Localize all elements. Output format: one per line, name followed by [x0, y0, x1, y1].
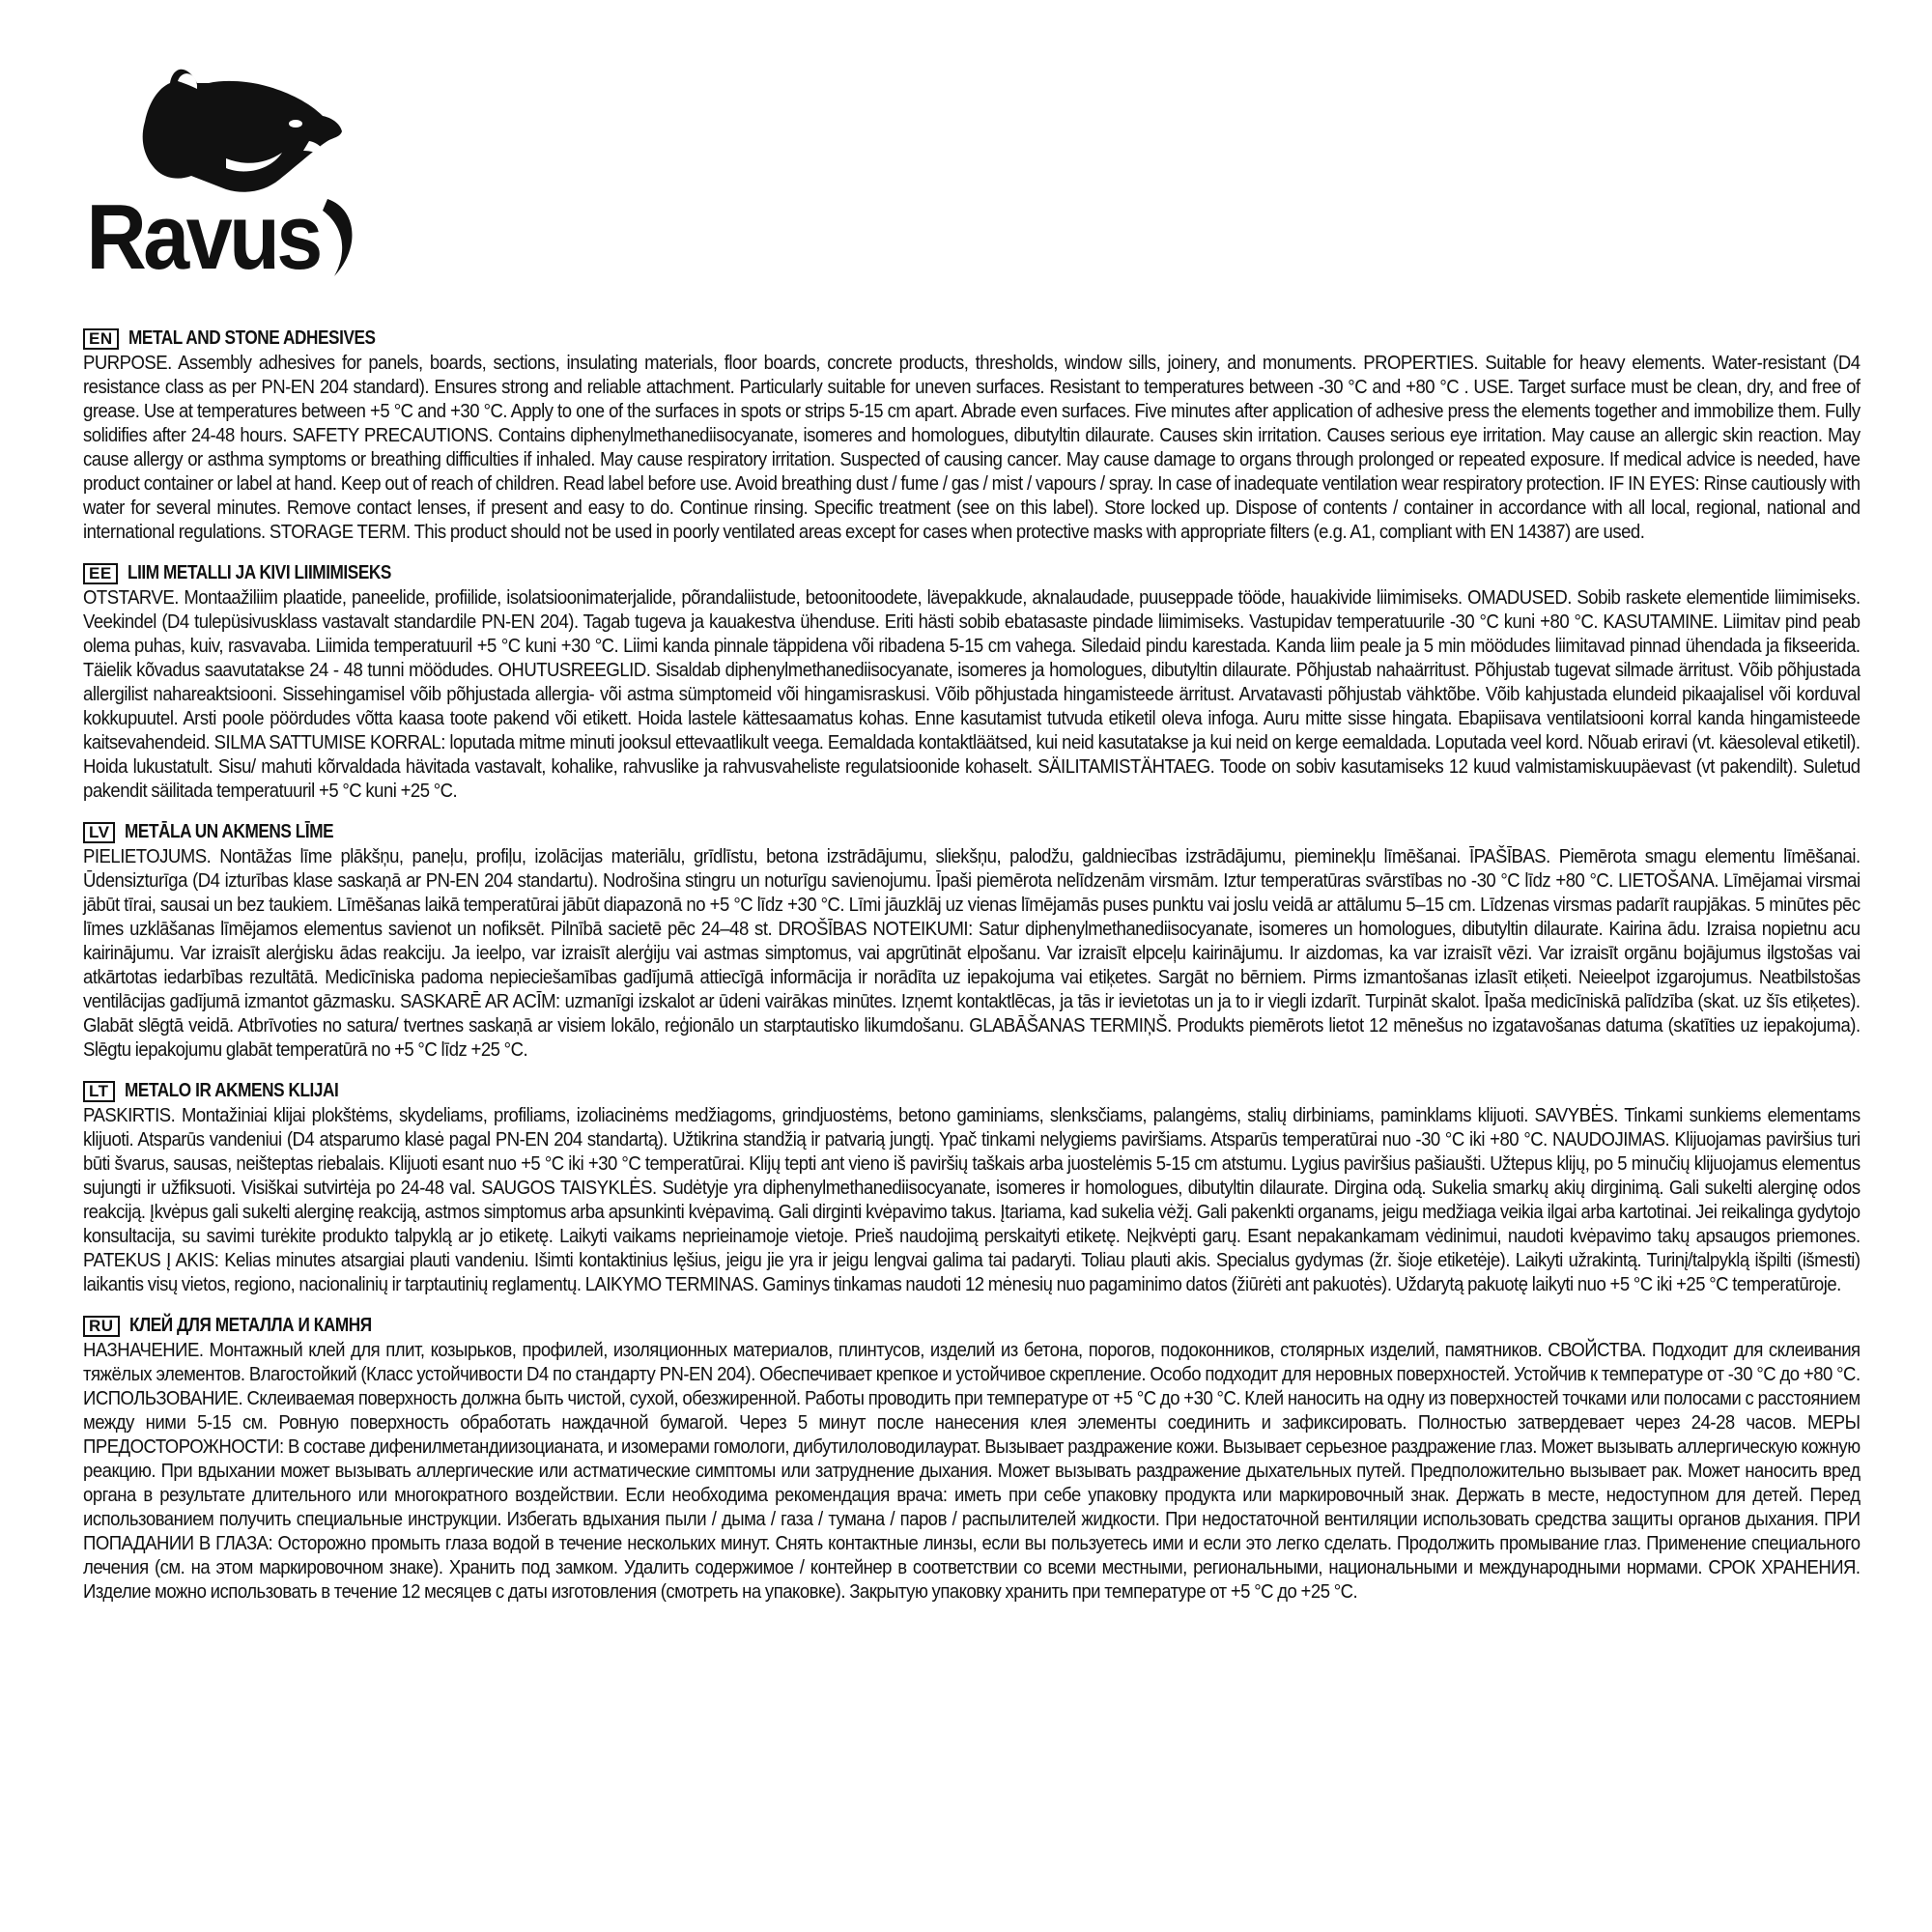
section-title: METAL AND STONE ADHESIVES — [128, 327, 376, 349]
section-body: OTSTARVE. Montaažiliim plaatide, paneelide, profiilide, isolatsioonimaterjalide, põrandaliistude, betoonitoodete, lävepakkude, aknalaudade, puuseppade tööde, hauakivide liimimiseks. OMADUSED. Sobib raskete elementide liimimiseks. Veekindel (D4 tulepüsivusklass vastavalt standardile PN-EN 204). Tagab tugeva ja kauakestva ühenduse. Eriti hästi sobib ebatasaste pindade liimimiseks. Vastupidav temperatuurile -30 °C kuni +80 °C. KASUTAMINE. Liimitav pind peab olema puhas, kuiv, rasvavaba. Liimida temperatuuril +5 °C kuni +30 °C. Liimi kanda pinnale täppidena või ribadena 5-15 cm vahega. Siledaid pindu karestada. Kanda liim peale ja 5 min möödudes liimitavad pinnad ühendada ja fikseerida. Täielik kõvadus saavutatakse 24 - 48 tunni möödudes. OHUTUSREEGLID. Sisaldab diphenylmethanediisocyanate, isomeres ja homologues, dibutyltin dilaurate. Põhjustab nahaärritust. Põhjustab tugevat silmade ärritust. Võib põhjustada allergilist nahareaktsiooni. Sissehingamisel võib põhjustada allergia- või astma sümptomeid või hingamisraskusi. Võib põhjustada hingamisteede ärritust. Arvatavasti põhjustab vähktõbe. Võib kahjustada elundeid pikaajalisel või korduval kokkupuutel. Arsti poole pöördudes võtta kaasa toote pakend või etikett. Hoida lastele kättesaamatus kohas. Enne kasutamist tutvuda etiketil oleva infoga. Auru mitte sisse hingata. Ebapiisava ventilatsiooni korral kanda hingamisteede kaitsevahendeid. SILMA SATTUMISE KORRAL: loputada mitme minuti jooksul ettevaatlikult veega. Eemaldada kontaktläätsed, kui neid kasutatakse ja kui neid on kerge eemaldada. Loputada veel kord. Nõuab eriravi (vt. käesoleval etiketil). Hoida lukustatult. Sisu/ mahuti kõrvaldada hävitada vastavalt, kohalike, rahvuslike ja rahvusvaheliste regulatsioonide kohaselt. SÄILITAMISTÄHTAEG. Toode on sobiv kasutamiseks 12 kuud valmistamiskuupäevast (vt pakendilt). Suletud pakendit säilitada temperatuuril +5 °C kuni +25 °C. — [83, 586, 1861, 802]
section-body: PURPOSE. Assembly adhesives for panels, boards, sections, insulating materials, floor boards, concrete products, thresholds, window sills, joinery, and monuments. PROPERTIES. Suitable for heavy elements. Water-resistant (D4 resistance class as per PN-EN 204 standard). Ensures strong and reliable attachment. Particularly suitable for uneven surfaces. Resistant to temperatures between -30 °C and +80 °C . USE. Target surface must be clean, dry, and free of grease. Use at temperatures between +5 °C and +30 °C. Apply to one of the surfaces in spots or strips 5-15 cm apart. Abrade even surfaces. Five minutes after application of adhesive press the elements together and immobilize them. Fully solidifies after 24-48 hours. SAFETY PRECAUTIONS. Contains diphenylmethanediisocyanate, isomeres and homologues, dibutyltin dilaurate. Causes skin irritation. Causes serious eye irritation. May cause an allergic skin reaction. May cause allergy or asthma symptoms or breathing difficulties if inhaled. May cause respiratory irritation. Suspected of causing cancer. May cause damage to organs through prolonged or repeated exposure. If medical advice is needed, have product container or label at hand. Keep out of reach of children. Read label before use. Avoid breathing dust / fume / gas / mist / vapours / spray. In case of inadequate ventilation wear respiratory protection. IF IN EYES: Rinse cautiously with water for several minutes. Remove contact lenses, if present and easy to do. Continue rinsing. Specific treatment (see on this label). Store locked up. Dispose of contents / container in accordance with all local, regional, national and international regulations. STORAGE TERM. This product should not be used in poorly ventilated areas except for cases when protective masks with appropriate filters (e.g. A1, compliant with EN 14387) are used. — [83, 352, 1861, 543]
section-ru — [83, 1314, 1861, 1604]
language-code: LV — [83, 822, 115, 843]
section-lv — [83, 820, 1861, 1062]
bear-head-icon — [81, 44, 371, 286]
language-code: EE — [83, 563, 118, 584]
section-heading — [83, 1079, 1861, 1103]
language-code: EN — [83, 328, 119, 350]
language-code: RU — [83, 1316, 120, 1337]
section-heading — [83, 327, 1861, 351]
section-title: METĀLA UN AKMENS LĪME — [125, 821, 334, 842]
section-heading — [83, 1314, 1861, 1338]
ravus-logo — [81, 44, 371, 286]
section-title: METALO IR AKMENS KLIJAI — [124, 1080, 338, 1101]
section-heading — [83, 561, 1861, 585]
brand-wordmark: Ravus — [86, 185, 320, 286]
section-body: PIELIETOJUMS. Nontāžas līme plākšņu, paneļu, profiļu, izolācijas materiālu, grīdlīstu, betona izstrādājumu, sliekšņu, palodžu, galdniecības izstrādājumu, pieminekļu līmēšanai. ĪPAŠĪBAS. Piemērota smagu elementu līmēšanai. Ūdensizturīga (D4 izturības klase saskaņā ar PN-EN 204 standartu). Nodrošina stingru un noturīgu savienojumu. Īpaši piemērota nelīdzenām virsmām. Iztur temperatūras svārstības no -30 °C līdz +80 °C. LIETOŠANA. Līmējamai virsmai jābūt tīrai, sausai un bez taukiem. Līmēšanas laikā temperatūrai jābūt diapazonā no +5 °C līdz +30 °C. Līmi jāuzklāj uz vienas līmējamās puses punktu vai joslu veidā ar attālumu 5–15 cm. Līdzenas virsmas padarīt raupjākas. 5 minūtes pēc līmes uzklāšanas līmējamos elementus savienot un nofiksēt. Pilnībā sacietē pēc 24–48 st. DROŠĪBAS NOTEIKUMI: Satur diphenylmethanediisocyanate, isomeres un homologues, dibutyltin dilaurate. Kairina ādu. Izraisa nopietnu acu kairinājumu. Var izraisīt alerģisku ādas reakciju. Ja ieelpo, var izraisīt alerģiju vai astmas simptomus, vai apgrūtināt elpošanu. Var izraisīt elpceļu kairinājumu. Ir aizdomas, ka var izraisīt vēzi. Var izraisīt orgānu bojājumus ilgstošas vai atkārtotas iedarbības rezultātā. Medicīniska padoma nepieciešamības gadījumā attiecīgā informācija ir norādīta uz iepakojuma vai etiķetes. Sargāt no bērniem. Pirms izmantošanas izlasīt etiķeti. Neieelpot izgarojumus. Neatbilstošas ventilācijas gadījumā izmantot gāzmasku. SASKARĒ AR ACĪM: uzmanīgi izskalot ar ūdeni vairākas minūtes. Izņemt kontaktlēcas, ja tās ir ievietotas un ja to ir viegli izdarīt. Turpināt skalot. Īpaša medicīniskā palīdzība (skat. uz šīs etiķetes). Glabāt slēgtā veidā. Atbrīvoties no satura/ tvertnes saskaņā ar visiem lokālo, reģionālo un starptautisko likumdošanu. GLABĀŠANAS TERMIŅŠ. Produkts piemērots lietot 12 mēnešus no izgatavošanas datuma (skatīties uz iepakojuma). Slēgtu iepakojumu glabāt temperatūrā no +5 °C līdz +25 °C. — [83, 845, 1861, 1061]
label-content — [83, 327, 1861, 1621]
section-lt — [83, 1079, 1861, 1296]
section-heading — [83, 820, 1861, 844]
section-body: НАЗНАЧЕНИЕ. Монтажный клей для плит, козырьков, профилей, изоляционных материалов, плинтусов, изделий из бетона, порогов, подоконников, столярных изделий, памятников. СВОЙСТВА. Подходит для склеивания тяжёлых элементов. Влагостойкий (Класс устойчивости D4 по стандарту PN-EN 204). Обеспечивает крепкое и устойчивое скрепление. Особо подходит для неровных поверхностей. Устойчив к температуре от -30 °C до +80 °C. ИСПОЛЬЗОВАНИЕ. Склеиваемая поверхность должна быть чистой, сухой, обезжиренной. Работы проводить при температуре от +5 °C до +30 °C. Клей наносить на одну из поверхностей точками или полосами с расстоянием между ними 5-15 см. Ровную поверхность обработать наждачной бумагой. Через 5 минут после нанесения клея элементы соединить и зафиксировать. Полностью затвердевает через 24-28 часов. МЕРЫ ПРЕДОСТОРОЖНОСТИ: В составе дифенилметандиизоцианата, и изомерами гомологи, дибутилоловодилаурат. Вызывает раздражение кожи. Вызывает серьезное раздражение глаз. Может вызывать аллергическую кожную реакцию. При вдыхании может вызывать аллергические или астматические симптомы или затруднение дыхания. Может вызывать раздражение дыхательных путей. Предположительно вызывает рак. Может наносить вред органа в результате длительного или многократного воздействии. Если необходима рекомендация врача: иметь при себе упаковку продукта или маркировочный знак. Держать в месте, недоступном для детей. Перед использованием получить специальные инструкции. Избегать вдыхания пыли / дыма / газа / тумана / паров / распылителей жидкости. При недостаточной вентиляции использовать средства защиты органов дыхания. ПРИ ПОПАДАНИИ В ГЛАЗА: Осторожно промыть глаза водой в течение нескольких минут. Снять контактные линзы, если вы пользуетесь ими и если это легко сделать. Продолжить промывание глаз. Применение специального лечения (см. на этом маркировочном знаке). Хранить под замком. Удалить содержимое / контейнер в соответствии со всеми местными, региональными, национальными и международными нормами. СРОК ХРАНЕНИЯ. Изделие можно использовать в течение 12 месяцев с даты изготовления (смотреть на упаковке). Закрытую упаковку хранить при температуре от +5 °C до +25 °C. — [83, 1339, 1861, 1603]
language-code: LT — [83, 1081, 115, 1102]
section-title: LIIM METALLI JA KIVI LIIMIMISEKS — [127, 562, 391, 583]
section-body: PASKIRTIS. Montažiniai klijai plokštėms, skydeliams, profiliams, izoliacinėms medžiagoms, grindjuostėms, betono gaminiams, slenksčiams, palangėms, stalių dirbiniams, paminklams klijuoti. SAVYBĖS. Tinkami sunkiems elementams klijuoti. Atsparūs vandeniui (D4 atsparumo klasė pagal PN-EN 204 standartą). Užtikrina standžią ir patvarią jungtį. Ypač tinkami nelygiems paviršiams. Atsparūs temperatūrai nuo -30 °C iki +80 °C. NAUDOJIMAS. Klijuojamas paviršius turi būti švarus, sausas, neišteptas riebalais. Klijuoti esant nuo +5 °C iki +30 °C temperatūrai. Klijų tepti ant vieno iš paviršių taškais arba juostelėmis 5-15 cm atstumu. Lygius paviršius pašiaušti. Užtepus klijų, po 5 minučių klijuojamus elementus sujungti ir užfiksuoti. Visiškai sutvirtėja po 24-48 val. SAUGOS TAISYKLĖS. Sudėtyje yra diphenylmethanediisocyanate, isomeres ir homologues, dibutyltin dilaurate. Dirgina odą. Sukelia smarkų akių dirginimą. Gali sukelti alerginę odos reakciją. Įkvėpus gali sukelti alerginę reakciją, astmos simptomus arba apsunkinti kvėpavimą. Gali dirginti kvėpavimo takus. Įtariama, kad sukelia vėžį. Gali pakenkti organams, jeigu medžiaga veikia ilgai arba kartotinai. Jei reikalinga gydytojo konsultacija, su savimi turėkite produkto talpyklą ar jo etiketę. Laikyti vaikams neprieinamoje vietoje. Prieš naudojimą perskaityti etiketę. Neįkvėpti garų. Esant nepakankamam vėdinimui, naudoti kvėpavimo takų apsaugos priemones. PATEKUS Į AKIS: Kelias minutes atsargiai plauti vandeniu. Išimti kontaktinius lęšius, jeigu jie yra ir jeigu lengvai galima tai padaryti. Toliau plauti akis. Specialus gydymas (žr. šioje etiketėje). Laikyti užrakintą. Turinį/talpyklą išpilti (išmesti) laikantis visų vietos, regiono, nacionalinių ir tarptautinių reglamentų. LAIKYMO TERMINAS. Gaminys tinkamas naudoti 12 mėnesių nuo pagaminimo datos (žiūrėti ant pakuotės). Uždarytą pakuotę laikyti nuo +5 °C iki +25 °C temperatūroje. — [83, 1104, 1861, 1295]
section-en — [83, 327, 1861, 544]
section-title: КЛЕЙ ДЛЯ МЕТАЛЛА И КАМНЯ — [128, 1315, 372, 1336]
section-ee — [83, 561, 1861, 803]
